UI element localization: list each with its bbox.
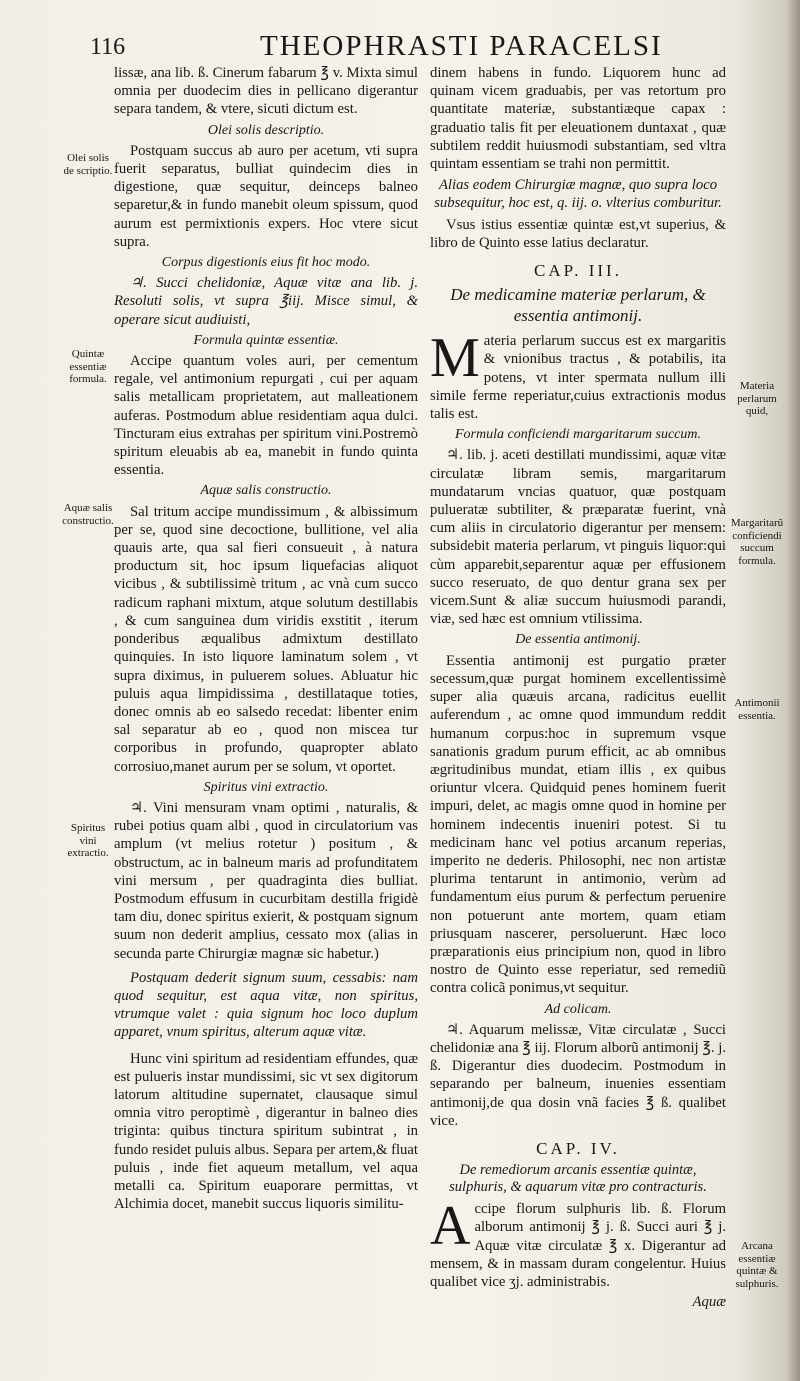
- margin-note-spiritus-vini: Spiritus vini extractio.: [67, 822, 109, 859]
- italic-note: Alias eodem Chirurgiæ magnæ, quo supra loco subsequitur, hoc est, q. iij. o. vlterius comburitur.: [434, 177, 722, 212]
- recipe-paragraph: ♃. Vini mensuram vnam optimi , naturalis, & rubei potius quam albi , quod in circulatorium vas amplum (vt melius rotetur ) positum , & obstructum, ac in balneum maris ad profunditatem vini mersum , per quadraginta dies bulliat. Postmodum effusum in cucurbitam destilla frigidè tam diu, donec spiritus exierit, & postquam signum suum non dederit amplius, cessato mox (alias in secunda parte Chirurgiæ magnæ sic habetur.): [114, 799, 418, 962]
- section-heading: Formula quintæ essentiæ.: [193, 332, 339, 348]
- recipe-paragraph: ♃. Aquarum melissæ, Vitæ circulatæ , Succi chelidoniæ ana ℥ iij. Florum alborũ antimonij ℥. j. ß. Digerantur dies duodecim. Postmodum in separando per balneum, inuenies essentiam antimonij,de qua dosin vnã facies ℥ ß. qualibet vice.: [430, 1021, 726, 1129]
- margin-note-quintae-essentiae: Quintæ essentiæ formula.: [69, 348, 107, 385]
- page-edge-shadow: [786, 0, 800, 1381]
- chapter-heading: CAP. IV.: [536, 1138, 620, 1158]
- section-heading: Ad colicam.: [544, 1001, 612, 1017]
- recipe-paragraph: ♃. Succi chelidoniæ, Aquæ vitæ ana lib. j. Resoluti solis, vt supra ℥iij. Misce simul, & operare sicut audiuisti,: [114, 275, 418, 328]
- paragraph: Hunc vini spiritum ad residentiam effundes, quæ est pulueris instar mundissimi, sic vt sex digitorum latorum altitudine supernatet, clausaque simul omnia vitro peroptimè , digerantur in balneo dies triginta: quibus tinctura spiritum subintrat , in fundo residet puluis albus. Separa per artem,& fluat puluis , inde fiet aqueum metallum, vel aqua metalli ca. Spiritum euaporare permittas, vt Alchimia docet, manebit succus liquoris similitu-: [114, 1050, 418, 1213]
- paragraph: Sal tritum accipe mundissimum , & albissimum per se, quod sine decoctione, bullitione, vel alia quauis arte, qua sal fieri consueuit , à natura productum sit, hoc ipsum liquefacias aliquot vicibus , & subtilissimè tritum , ac vnà cum succo radicum raphani mixtum, atque solutum destillabis , & cum sanguinea dum viridis exstitit , iterum ponderibus æqualibus admixtum destillato quinquies. In isto liquore laminatum solem , vt supra diximus, in puluerem solues. Abluatur hic puluis aqua limpidissima , destillataque toties, donec omnis ab eo salsedo recedat: libenter enim sal separatur ab eo , quod non miscea tur corporibus in profundo, quapropter ablato corrosiuo,manet aurum per se solum, vt oportet.: [114, 503, 418, 775]
- drop-cap: A: [430, 1195, 471, 1258]
- section-heading: Corpus digestionis eius fit hoc modo.: [161, 255, 371, 271]
- section-heading: Aquæ salis constructio.: [200, 483, 332, 499]
- paragraph: Essentia antimonij est purgatio præter secessum,quæ purgat hominem excellentissimè super alia quæuis arcana, radicitus euellit auferendum , ac omne quod immundum reddit humanum corpus:hoc in supremum vsque sanationis gradum purum efficit, ac ab omnibus ægritudinibus mundat, etiam illis , ex quibus oriuntur vlcera. Quidquid penes hominem fuerit impuri, delet, ac magis omne quod in homine per hominem indecentis inueniri potest. Si tu medicinam hanc vel potius arcanum reperias, imperito ne dederis. Philosophi, nec non artistæ plurima tentarunt in antimonio, verùm ad fundamentum eius purum & perfectum peruenire non potuerunt ante mortem, quam etiam priusquam nascerer, persoluerunt. Hæc loco præparationis eius principium non, quod in libro nostro de Quinto esse reperiatur, sed remediũ contra colicã ponimus,vt sequitur.: [430, 652, 726, 997]
- paragraph-with-dropcap: [430, 1195, 726, 1291]
- italic-note: Postquam dederit signum suum, cessabis: nam quod sequitur, est aqua vitæ, non spiritus, vtrumque valet : quia signum hoc loco duplum apparet, vnum spiritus, alterum aquæ vitæ.: [114, 969, 418, 1041]
- margin-note-olei-solis: Olei solis de scriptio.: [63, 152, 113, 177]
- right-column: [430, 64, 726, 1311]
- section-heading: De essentia antimonij.: [515, 632, 641, 648]
- drop-cap: M: [430, 327, 480, 390]
- chapter-heading: CAP. III.: [534, 261, 622, 281]
- section-heading: Formula conficiendi margaritarum succum.: [454, 427, 701, 443]
- margin-note-materia-perlarum: Materia perlarum quid,: [737, 380, 777, 417]
- paragraph-text: ccipe florum sulphuris lib. ß. Florum alborum antimonij ℥ j. ß. Succi auri ℥ j. Aquæ vitæ circulatæ ℥ x. Digerantur ad mensem, & in massam duram congelentur. Huius qualibet vice ʒj. administrabis.: [430, 1201, 726, 1290]
- paragraph: lissæ, ana lib. ß. Cinerum fabarum ℥ v. Mixta simul omnia per duodecim dies in pellicano digerantur separa tandem, & vtere, sicuti dictum est.: [114, 65, 418, 118]
- recipe-paragraph: ♃. lib. j. aceti destillati mundissimi, aquæ vitæ circulatæ libram semis, margaritarum mundatarum vncias quatuor, quæ postquam pulueratæ subtiliter, & præparatæ fuerint, vnà cum aliis in circulatorio digerantur per mensem: subsidebit materia perlarum, vt pinguis liquor:qui cùm apparebit,separentur aquæ per effusionem succo reseruato, de quo dentur grana sex per vicem.Sunt & aliæ succum huiusmodi parandi, viæ, sed hæc est omnium vtilissima.: [430, 447, 726, 628]
- paragraph: Accipe quantum voles auri, per cementum regale, vel antimonium repurgati , cui per aquam salis metallicam proprietatem, aut malleationem auferas. Postmodum ablue residentiam aqua dulci. Tincturam eius extrahas per spiritum vini.Postremò spiritum eleuabis ab ea, manebit in fundo quinta essentia.: [114, 353, 418, 479]
- paragraph-text: ateria perlarum succus est ex margaritis & vnionibus tractus , & potabilis, ita potens, vt inter spermata nullum illi simile ferme reperiatur,cuius extractionis modus talis est.: [430, 333, 726, 423]
- section-heading: Olei solis descriptio.: [207, 122, 325, 138]
- running-title: THEOPHRASTI PARACELSI: [260, 30, 663, 62]
- page-number: 116: [90, 34, 126, 60]
- chapter-title: De medicamine materiæ perlarum, & essentia antimonij.: [450, 285, 706, 326]
- section-heading: Spiritus vini extractio.: [203, 779, 329, 795]
- paragraph: dinem habens in fundo. Liquorem hunc ad quinam vicem graduabis, per vas retortum pro quantitate materiæ, substantiæque capax : graduatio talis fit per eleuationem duntaxat , quæ subtilem reddit huiusmodi substantiam, sed vltra quintam essentiam se trahi non permittit.: [430, 65, 726, 173]
- margin-note-margaritarum: Margaritarũ conficiendi succum formula.: [730, 517, 784, 567]
- left-column: [114, 64, 418, 1213]
- paragraph-with-dropcap: [430, 327, 726, 423]
- margin-note-antimonii: Antimonii essentia.: [734, 697, 780, 722]
- catchword: Aquæ: [692, 1294, 726, 1311]
- page-header: [90, 30, 730, 64]
- paragraph: Postquam succus ab auro per acetum, vti supra fuerit separatus, bulliat quindecim dies in digestione, quæ sequitur, deinceps balneo separetur,& in fundo manebit oleum spissum, quod aurum est permixtionis expers. Hoc vtere sicut supra.: [114, 142, 418, 250]
- paragraph: Vsus istius essentiæ quintæ est,vt superius, & libro de Quinto esse latius declaratur.: [430, 216, 726, 251]
- chapter-title: De remediorum arcanis essentiæ quintæ, sulphuris, & aquarum vitæ pro contracturis.: [449, 1162, 707, 1196]
- margin-note-arcana: Arcana essentiæ quintæ & sulphuris.: [735, 1240, 779, 1290]
- margin-note-aquae-salis: Aquæ salis constructio.: [62, 502, 114, 527]
